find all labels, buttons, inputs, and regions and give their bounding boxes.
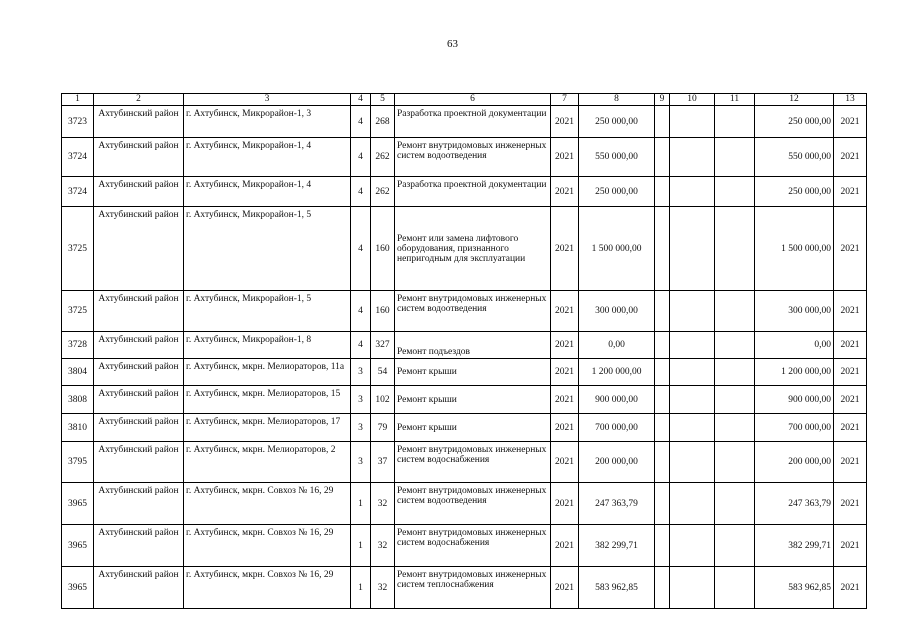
cell-district: Ахтубинский район (94, 414, 184, 442)
cell-total-cost: 583 962,85 (579, 567, 655, 609)
cell-work-type: Ремонт внутридомовых инженерных систем водоотведения (395, 483, 551, 525)
page-number: 63 (447, 38, 458, 50)
col-header-1: 1 (62, 94, 94, 106)
cell-total-cost: 382 299,71 (579, 525, 655, 567)
cell-district: Ахтубинский район (94, 567, 184, 609)
cell-id: 3810 (62, 414, 94, 442)
cell-work-type: Ремонт крыши (395, 359, 551, 386)
cell-year-end: 2021 (834, 207, 867, 291)
cell-col10 (670, 291, 715, 332)
cell-district: Ахтубинский район (94, 442, 184, 483)
cell-year: 2021 (551, 483, 579, 525)
cell-work-type: Ремонт крыши (395, 386, 551, 414)
cell-address: г. Ахтубинск, Микрорайон-1, 4 (184, 177, 351, 207)
cell-floors: 1 (351, 483, 371, 525)
cell-floors: 3 (351, 414, 371, 442)
cell-year: 2021 (551, 567, 579, 609)
cell-fund-cost: 300 000,00 (755, 291, 834, 332)
table-row (62, 567, 867, 609)
cell-work-type: Ремонт внутридомовых инженерных систем водоснабжения (395, 525, 551, 567)
col-header-9: 9 (655, 94, 670, 106)
cell-col10 (670, 525, 715, 567)
capital-repair-table (61, 93, 867, 609)
cell-col11 (715, 332, 755, 359)
cell-address: г. Ахтубинск, мкрн. Мелиораторов, 2 (184, 442, 351, 483)
cell-year-end: 2021 (834, 483, 867, 525)
col-header-6: 6 (395, 94, 551, 106)
cell-col9 (655, 525, 670, 567)
cell-id: 3725 (62, 207, 94, 291)
cell-total-cost: 700 000,00 (579, 414, 655, 442)
cell-col9 (655, 138, 670, 177)
cell-year-end: 2021 (834, 525, 867, 567)
cell-col11 (715, 525, 755, 567)
cell-floors: 4 (351, 332, 371, 359)
cell-col9 (655, 291, 670, 332)
cell-total-cost: 300 000,00 (579, 291, 655, 332)
cell-work-type: Ремонт внутридомовых инженерных систем водоотведения (395, 138, 551, 177)
cell-apartments: 268 (371, 106, 395, 138)
cell-col11 (715, 207, 755, 291)
table-row (62, 138, 867, 177)
cell-district: Ахтубинский район (94, 386, 184, 414)
cell-district: Ахтубинский район (94, 359, 184, 386)
cell-col11 (715, 442, 755, 483)
cell-id: 3725 (62, 291, 94, 332)
table-row (62, 207, 867, 291)
cell-id: 3965 (62, 483, 94, 525)
cell-fund-cost: 900 000,00 (755, 386, 834, 414)
cell-year: 2021 (551, 386, 579, 414)
cell-address: г. Ахтубинск, мкрн. Совхоз № 16, 29 (184, 525, 351, 567)
table-row (62, 525, 867, 567)
cell-fund-cost: 700 000,00 (755, 414, 834, 442)
cell-district: Ахтубинский район (94, 291, 184, 332)
col-header-13: 13 (834, 94, 867, 106)
cell-id: 3724 (62, 138, 94, 177)
table-row (62, 359, 867, 386)
col-header-12: 12 (755, 94, 834, 106)
cell-col9 (655, 359, 670, 386)
cell-fund-cost: 250 000,00 (755, 177, 834, 207)
cell-col11 (715, 138, 755, 177)
cell-address: г. Ахтубинск, Микрорайон-1, 5 (184, 291, 351, 332)
cell-col9 (655, 177, 670, 207)
cell-col11 (715, 483, 755, 525)
cell-address: г. Ахтубинск, мкрн. Мелиораторов, 11а (184, 359, 351, 386)
cell-apartments: 262 (371, 177, 395, 207)
cell-address: г. Ахтубинск, Микрорайон-1, 5 (184, 207, 351, 291)
cell-total-cost: 247 363,79 (579, 483, 655, 525)
cell-year-end: 2021 (834, 177, 867, 207)
cell-year: 2021 (551, 106, 579, 138)
col-header-5: 5 (371, 94, 395, 106)
cell-address: г. Ахтубинск, мкрн. Совхоз № 16, 29 (184, 567, 351, 609)
cell-floors: 4 (351, 177, 371, 207)
cell-apartments: 160 (371, 207, 395, 291)
cell-year: 2021 (551, 525, 579, 567)
cell-district: Ахтубинский район (94, 207, 184, 291)
cell-floors: 4 (351, 106, 371, 138)
cell-year-end: 2021 (834, 567, 867, 609)
table-row (62, 442, 867, 483)
cell-col11 (715, 291, 755, 332)
cell-total-cost: 1 200 000,00 (579, 359, 655, 386)
cell-year: 2021 (551, 291, 579, 332)
header-row (62, 94, 867, 106)
col-header-2: 2 (94, 94, 184, 106)
cell-floors: 1 (351, 567, 371, 609)
cell-total-cost: 0,00 (579, 332, 655, 359)
cell-year: 2021 (551, 177, 579, 207)
cell-work-type: Ремонт подъездов (395, 332, 551, 359)
cell-fund-cost: 1 200 000,00 (755, 359, 834, 386)
cell-col9 (655, 386, 670, 414)
cell-col10 (670, 386, 715, 414)
cell-col9 (655, 442, 670, 483)
cell-district: Ахтубинский район (94, 483, 184, 525)
cell-col11 (715, 386, 755, 414)
cell-col10 (670, 106, 715, 138)
cell-floors: 1 (351, 525, 371, 567)
cell-col9 (655, 567, 670, 609)
cell-work-type: Ремонт крыши (395, 414, 551, 442)
cell-id: 3728 (62, 332, 94, 359)
cell-col10 (670, 483, 715, 525)
cell-col9 (655, 483, 670, 525)
cell-floors: 3 (351, 359, 371, 386)
cell-col11 (715, 359, 755, 386)
cell-fund-cost: 0,00 (755, 332, 834, 359)
cell-apartments: 327 (371, 332, 395, 359)
table-row (62, 291, 867, 332)
cell-year-end: 2021 (834, 138, 867, 177)
cell-apartments: 262 (371, 138, 395, 177)
cell-address: г. Ахтубинск, мкрн. Совхоз № 16, 29 (184, 483, 351, 525)
table-row (62, 177, 867, 207)
cell-year: 2021 (551, 138, 579, 177)
cell-col9 (655, 414, 670, 442)
cell-id: 3965 (62, 525, 94, 567)
table-row (62, 106, 867, 138)
cell-fund-cost: 583 962,85 (755, 567, 834, 609)
cell-id: 3808 (62, 386, 94, 414)
cell-address: г. Ахтубинск, Микрорайон-1, 4 (184, 138, 351, 177)
cell-total-cost: 550 000,00 (579, 138, 655, 177)
cell-col10 (670, 207, 715, 291)
cell-floors: 4 (351, 291, 371, 332)
cell-col11 (715, 106, 755, 138)
cell-district: Ахтубинский район (94, 106, 184, 138)
cell-work-type: Ремонт или замена лифтового оборудования, признанного непригодным для эксплуатации (395, 207, 551, 291)
cell-col10 (670, 414, 715, 442)
cell-col11 (715, 414, 755, 442)
cell-total-cost: 250 000,00 (579, 177, 655, 207)
cell-address: г. Ахтубинск, мкрн. Мелиораторов, 17 (184, 414, 351, 442)
cell-apartments: 160 (371, 291, 395, 332)
cell-year: 2021 (551, 332, 579, 359)
cell-id: 3795 (62, 442, 94, 483)
cell-year-end: 2021 (834, 442, 867, 483)
cell-year: 2021 (551, 442, 579, 483)
cell-col9 (655, 332, 670, 359)
table-row (62, 414, 867, 442)
cell-apartments: 54 (371, 359, 395, 386)
cell-address: г. Ахтубинск, Микрорайон-1, 8 (184, 332, 351, 359)
cell-col10 (670, 177, 715, 207)
cell-col10 (670, 442, 715, 483)
table-row (62, 483, 867, 525)
cell-work-type: Ремонт внутридомовых инженерных систем теплоснабжения (395, 567, 551, 609)
col-header-10: 10 (670, 94, 715, 106)
cell-work-type: Ремонт внутридомовых инженерных систем водоснабжения (395, 442, 551, 483)
cell-col11 (715, 177, 755, 207)
cell-col10 (670, 359, 715, 386)
cell-apartments: 102 (371, 386, 395, 414)
cell-apartments: 37 (371, 442, 395, 483)
cell-col9 (655, 106, 670, 138)
col-header-7: 7 (551, 94, 579, 106)
cell-total-cost: 1 500 000,00 (579, 207, 655, 291)
cell-apartments: 32 (371, 567, 395, 609)
cell-fund-cost: 247 363,79 (755, 483, 834, 525)
cell-fund-cost: 382 299,71 (755, 525, 834, 567)
table-row (62, 332, 867, 359)
cell-id: 3965 (62, 567, 94, 609)
cell-col11 (715, 567, 755, 609)
cell-floors: 4 (351, 207, 371, 291)
cell-total-cost: 200 000,00 (579, 442, 655, 483)
cell-apartments: 32 (371, 525, 395, 567)
cell-fund-cost: 1 500 000,00 (755, 207, 834, 291)
cell-year-end: 2021 (834, 414, 867, 442)
table-row (62, 386, 867, 414)
cell-floors: 3 (351, 386, 371, 414)
cell-fund-cost: 550 000,00 (755, 138, 834, 177)
cell-id: 3723 (62, 106, 94, 138)
cell-district: Ахтубинский район (94, 138, 184, 177)
cell-apartments: 32 (371, 483, 395, 525)
cell-year-end: 2021 (834, 359, 867, 386)
cell-district: Ахтубинский район (94, 525, 184, 567)
cell-col10 (670, 138, 715, 177)
col-header-3: 3 (184, 94, 351, 106)
cell-work-type: Ремонт внутридомовых инженерных систем водоотведения (395, 291, 551, 332)
cell-year-end: 2021 (834, 386, 867, 414)
cell-year: 2021 (551, 414, 579, 442)
cell-work-type: Разработка проектной документации (395, 177, 551, 207)
col-header-11: 11 (715, 94, 755, 106)
cell-total-cost: 250 000,00 (579, 106, 655, 138)
cell-district: Ахтубинский район (94, 177, 184, 207)
cell-year-end: 2021 (834, 291, 867, 332)
cell-floors: 4 (351, 138, 371, 177)
cell-col9 (655, 207, 670, 291)
cell-address: г. Ахтубинск, Микрорайон-1, 3 (184, 106, 351, 138)
cell-address: г. Ахтубинск, мкрн. Мелиораторов, 15 (184, 386, 351, 414)
cell-col10 (670, 332, 715, 359)
cell-id: 3724 (62, 177, 94, 207)
cell-year: 2021 (551, 207, 579, 291)
col-header-8: 8 (579, 94, 655, 106)
cell-id: 3804 (62, 359, 94, 386)
cell-apartments: 79 (371, 414, 395, 442)
cell-year-end: 2021 (834, 332, 867, 359)
cell-fund-cost: 200 000,00 (755, 442, 834, 483)
cell-district: Ахтубинский район (94, 332, 184, 359)
cell-year-end: 2021 (834, 106, 867, 138)
cell-col10 (670, 567, 715, 609)
col-header-4: 4 (351, 94, 371, 106)
cell-year: 2021 (551, 359, 579, 386)
cell-fund-cost: 250 000,00 (755, 106, 834, 138)
cell-work-type: Разработка проектной документации (395, 106, 551, 138)
cell-floors: 3 (351, 442, 371, 483)
cell-total-cost: 900 000,00 (579, 386, 655, 414)
